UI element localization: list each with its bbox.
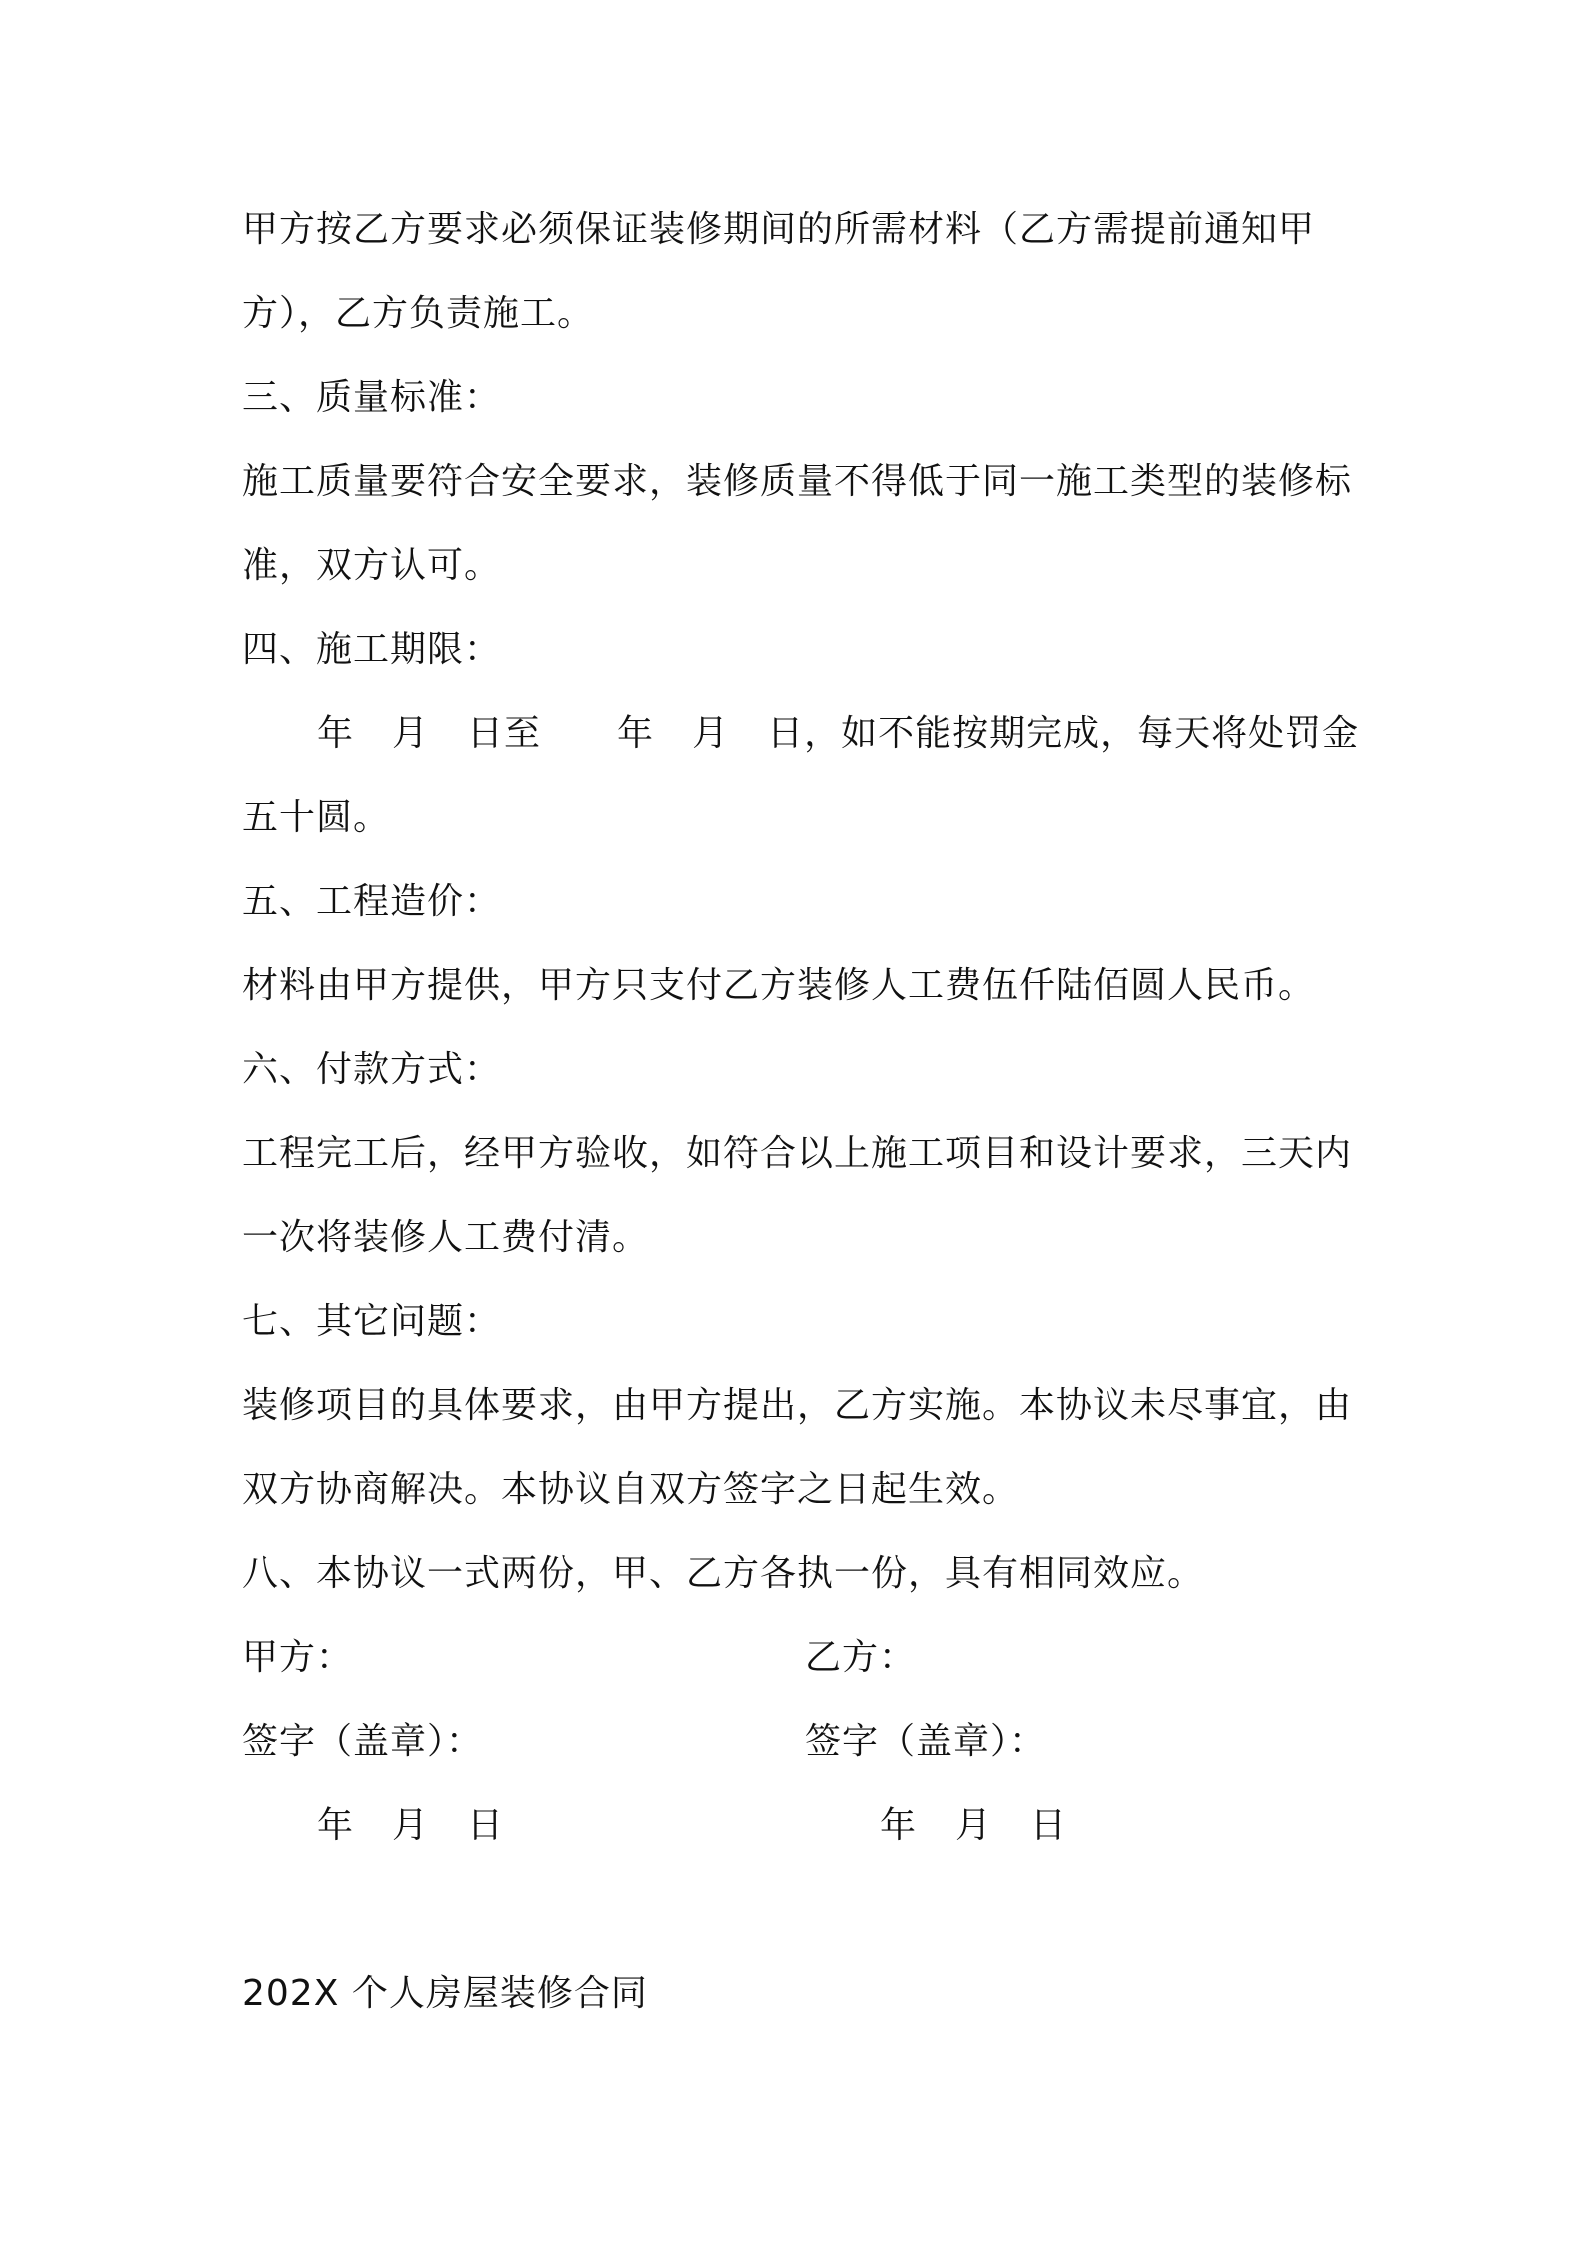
month-blank-1: 月 — [392, 713, 430, 754]
paragraph-line: 双方协商解决。本协议自双方签字之日起生效。 — [242, 1469, 1020, 1510]
day-blank-2-text: 日，如不能按期完成，每天将处罚金 — [767, 713, 1360, 754]
paragraph-line: 工程完工后，经甲方验收，如符合以上施工项目和设计要求，三天内 — [242, 1133, 1353, 1174]
date-a-year: 年 — [317, 1805, 355, 1846]
month-blank-2: 月 — [692, 713, 730, 754]
section-heading-other: 七、其它问题： — [242, 1301, 502, 1342]
section-heading-period: 四、施工期限： — [242, 629, 502, 670]
section-heading-quality: 三、质量标准： — [242, 377, 502, 418]
year-blank-2: 年 — [617, 713, 655, 754]
day-blank-1: 日至 — [467, 713, 542, 754]
paragraph-line: 施工质量要符合安全要求，装修质量不得低于同一施工类型的装修标 — [242, 461, 1353, 502]
year-blank-1: 年 — [317, 713, 355, 754]
section-eight-line: 八、本协议一式两份，甲、乙方各执一份，具有相同效应。 — [242, 1553, 1205, 1594]
period-date-line — [317, 712, 1359, 756]
paragraph-line: 甲方按乙方要求必须保证装修期间的所需材料（乙方需提前通知甲 — [242, 209, 1316, 250]
paragraph-line: 方），乙方负责施工。 — [242, 293, 595, 334]
section-heading-payment: 六、付款方式： — [242, 1049, 502, 1090]
date-a-day: 日 — [467, 1805, 505, 1846]
paragraph-line: 一次将装修人工费付清。 — [242, 1217, 650, 1258]
next-document-title: 202X 个人房屋装修合同 — [242, 1973, 648, 2014]
section-heading-cost: 五、工程造价： — [242, 881, 502, 922]
date-b-day: 日 — [1030, 1805, 1068, 1846]
paragraph-line: 五十圆。 — [242, 797, 391, 838]
date-a-month: 月 — [392, 1805, 430, 1846]
sign-b-label: 签字（盖章）： — [805, 1721, 1047, 1762]
party-a-label: 甲方： — [242, 1637, 354, 1678]
party-b-label: 乙方： — [805, 1637, 917, 1678]
paragraph-line: 材料由甲方提供，甲方只支付乙方装修人工费伍仟陆佰圆人民币。 — [242, 965, 1316, 1006]
date-a-line — [317, 1804, 504, 1848]
date-b-line — [880, 1804, 1067, 1848]
date-b-month: 月 — [955, 1805, 993, 1846]
sign-a-label: 签字（盖章）： — [242, 1721, 484, 1762]
date-b-year: 年 — [880, 1805, 918, 1846]
paragraph-line: 准，双方认可。 — [242, 545, 502, 586]
paragraph-line: 装修项目的具体要求，由甲方提出，乙方实施。本协议未尽事宜，由 — [242, 1385, 1353, 1426]
